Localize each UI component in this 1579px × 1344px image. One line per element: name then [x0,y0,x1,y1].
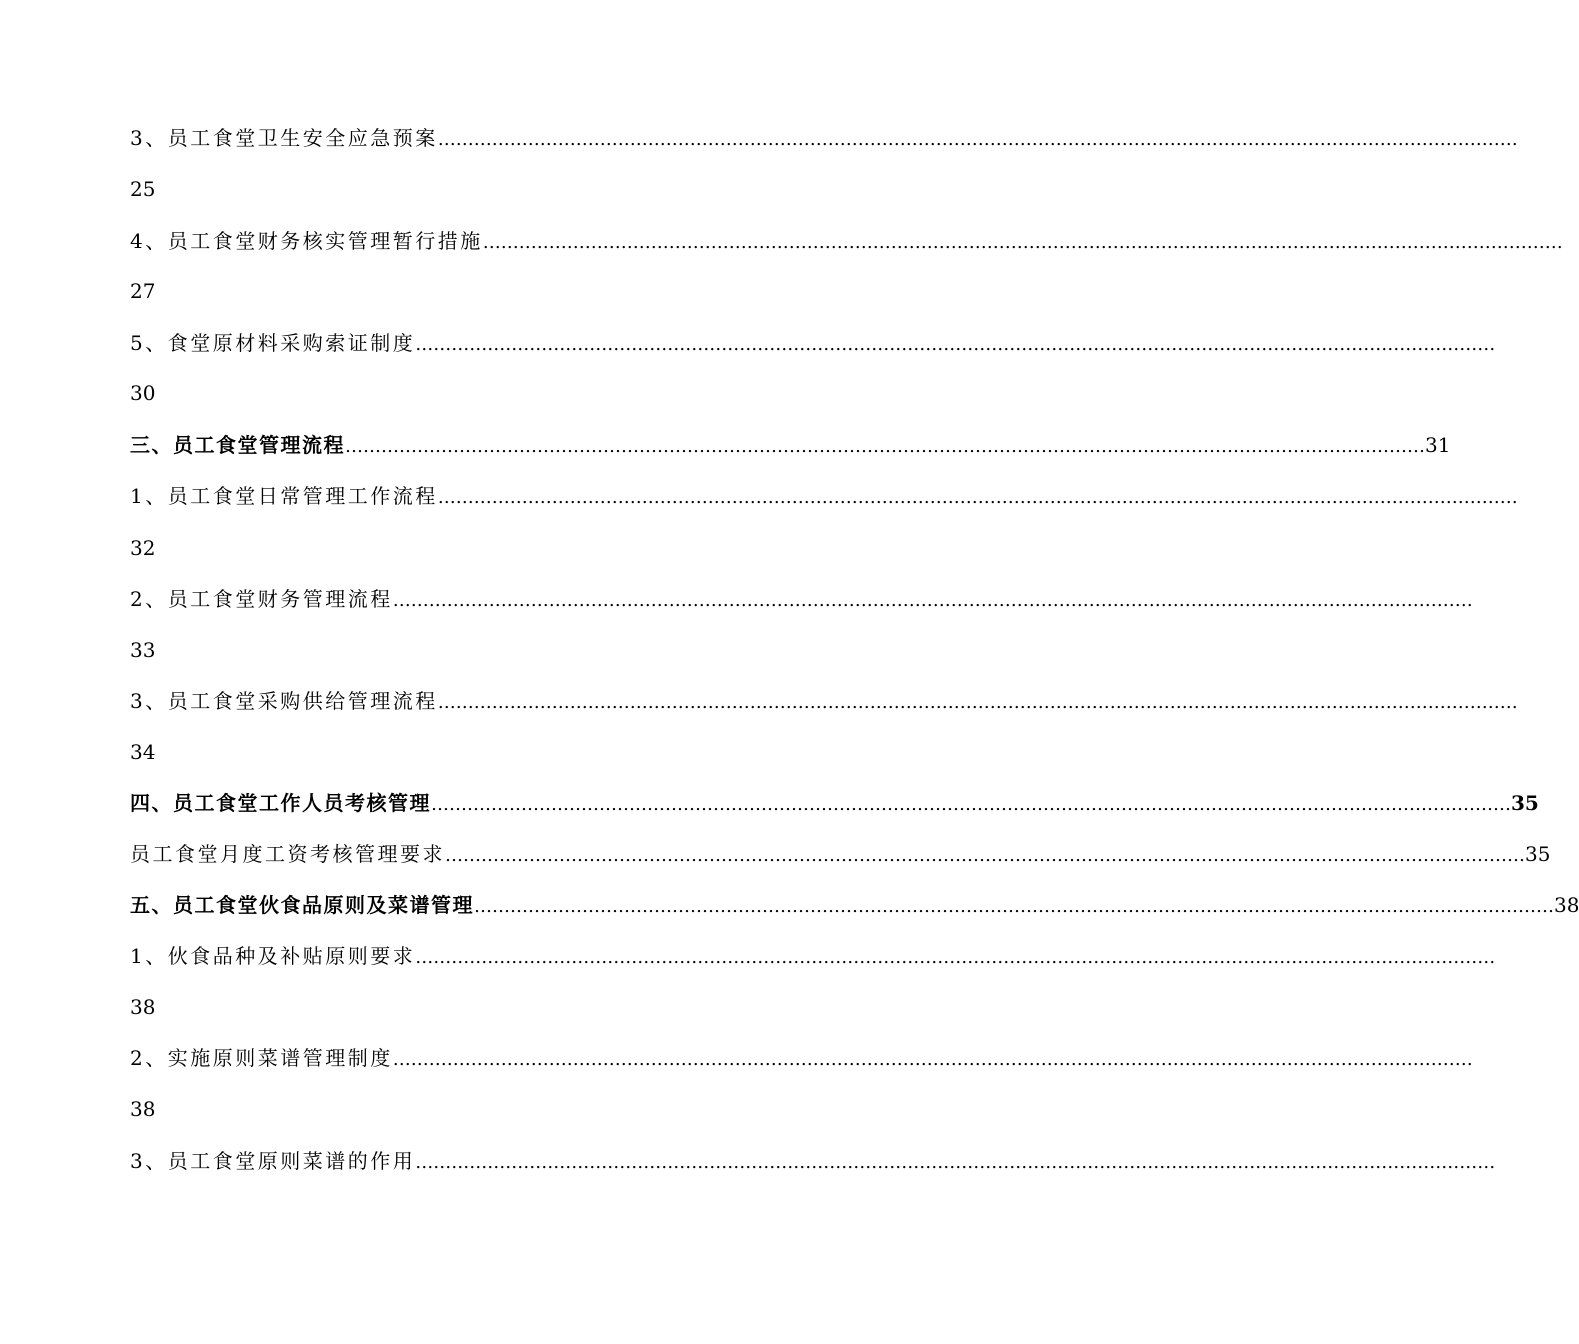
toc-entry-label: 1、员工食堂日常管理工作流程 [130,484,438,508]
toc-page-number: 38 [1554,893,1579,917]
toc-page-number: 35 [1525,842,1551,866]
toc-entry-label: 五、员工食堂伙食品原则及菜谱管理 [130,893,474,917]
toc-entry[interactable] [130,1146,1496,1176]
toc-page-number: 35 [1511,791,1539,815]
toc-section-heading[interactable] [130,430,1451,460]
toc-entry[interactable] [130,839,1551,869]
toc-entry-label: 2、实施原则菜谱管理制度 [130,1046,393,1070]
toc-entry-label: 员工食堂月度工资考核管理要求 [130,842,445,866]
toc-entry[interactable] [130,941,1496,971]
dot-leader: ……………………………………………………………………………………………………………………………………………………………… [482,232,1563,253]
toc-entry-label: 3、员工食堂原则菜谱的作用 [130,1149,416,1173]
toc-entry-label: 三、员工食堂管理流程 [130,433,345,457]
dot-leader: ……………………………………………………………………………………………………………………………………………………………… [431,794,1511,815]
dot-leader: ……………………………………………………………………………………………………………………………………………………………… [345,436,1425,457]
toc-entry[interactable] [130,123,1518,153]
toc-entry[interactable] [130,328,1496,358]
toc-entry-label: 3、员工食堂卫生安全应急预案 [130,126,438,150]
toc-entry[interactable] [130,1043,1473,1073]
toc-entry[interactable] [130,481,1518,511]
dot-leader: ……………………………………………………………………………………………………………………………………………………………… [445,845,1525,866]
toc-entry-label: 1、伙食品种及补贴原则要求 [130,944,416,968]
dot-leader: ……………………………………………………………………………………………………………………………………………………………… [415,1152,1496,1173]
toc-entry[interactable] [130,584,1473,614]
toc-page-number: 25 [130,177,156,201]
dot-leader: ……………………………………………………………………………………………………………………………………………………………… [437,692,1518,713]
dot-leader: ……………………………………………………………………………………………………………………………………………………………… [474,896,1554,917]
toc-page-number: 33 [130,638,156,662]
dot-leader: ……………………………………………………………………………………………………………………………………………………………… [415,947,1496,968]
dot-leader: ……………………………………………………………………………………………………………………………………………………………… [437,129,1518,150]
toc-entry[interactable] [130,226,1563,256]
toc-page-number: 31 [1425,433,1451,457]
toc-page-number: 30 [130,381,156,405]
dot-leader: ……………………………………………………………………………………………………………………………………………………………… [392,590,1473,611]
toc-page-number: 32 [130,536,156,560]
toc-section-heading[interactable] [130,890,1579,920]
toc-page-number: 34 [130,740,156,764]
toc-page-number: 38 [130,995,156,1019]
toc-page-number: 27 [130,279,156,303]
toc-entry-label: 3、员工食堂采购供给管理流程 [130,689,438,713]
toc-section-heading[interactable] [130,788,1539,818]
dot-leader: ……………………………………………………………………………………………………………………………………………………………… [392,1049,1473,1070]
toc-entry-label: 4、员工食堂财务核实管理暂行措施 [130,229,483,253]
toc-entry[interactable] [130,686,1518,716]
toc-entry-label: 四、员工食堂工作人员考核管理 [130,791,431,815]
toc-entry-label: 2、员工食堂财务管理流程 [130,587,393,611]
toc-page-number: 38 [130,1097,156,1121]
dot-leader: ……………………………………………………………………………………………………………………………………………………………… [437,487,1518,508]
dot-leader: ……………………………………………………………………………………………………………………………………………………………… [415,334,1496,355]
toc-entry-label: 5、食堂原材料采购索证制度 [130,331,416,355]
